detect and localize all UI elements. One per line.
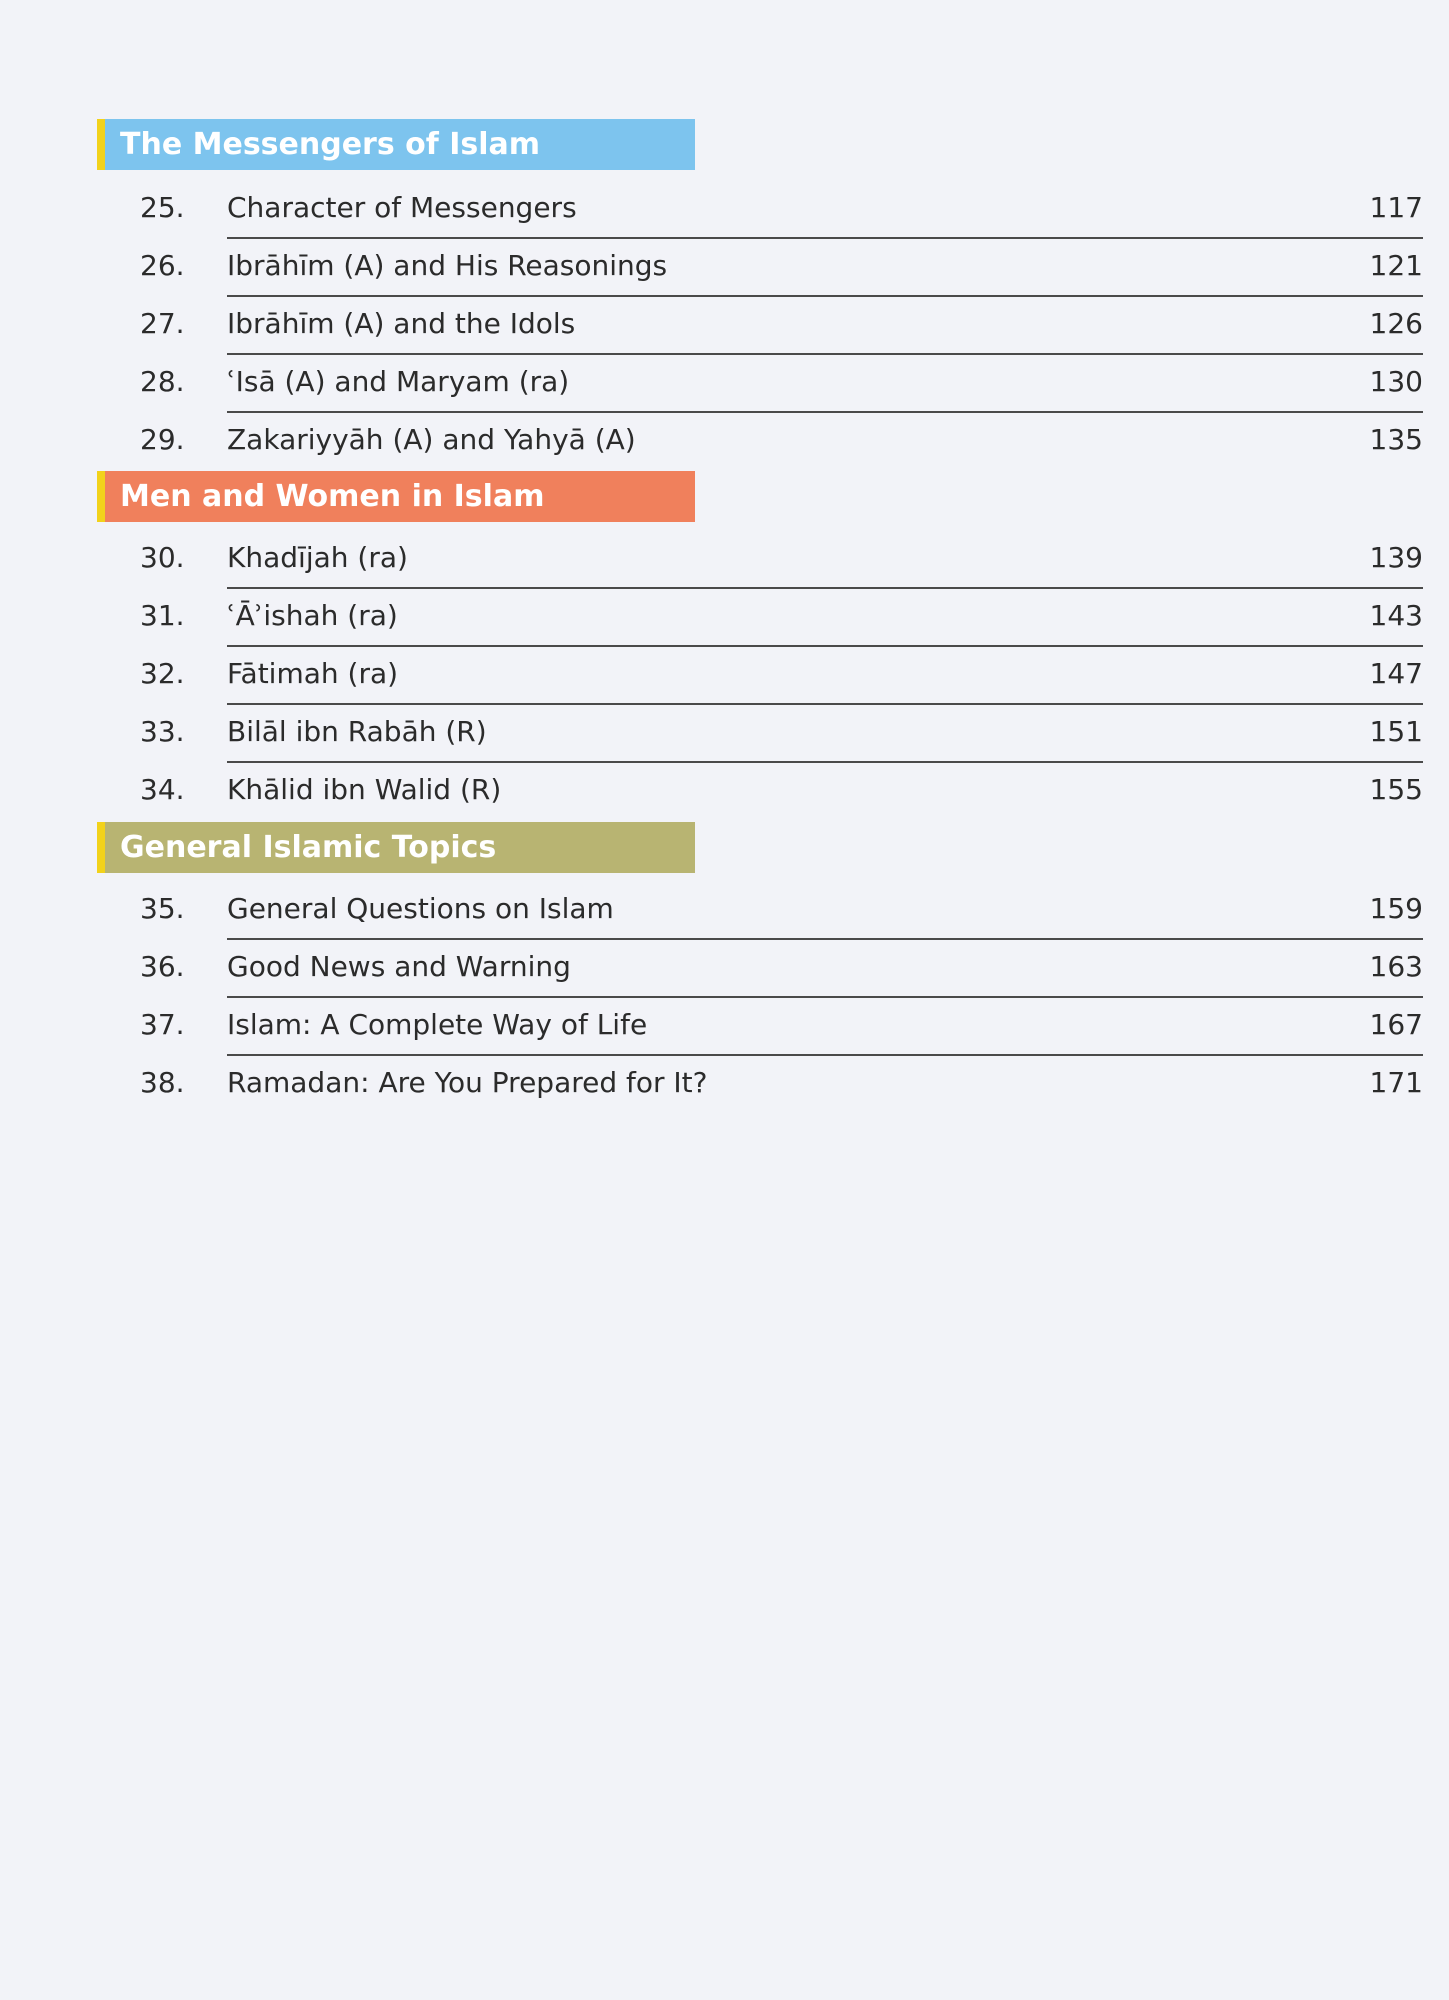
- entry-page: 121: [1369, 249, 1423, 282]
- entry-page: 143: [1369, 599, 1423, 632]
- section-header-messengers: [97, 119, 695, 170]
- entry-page: 139: [1369, 541, 1423, 574]
- entry-title: Islam: A Complete Way of Life: [227, 1008, 648, 1041]
- entry-title: Khālid ibn Walid (R): [227, 773, 502, 806]
- entry-page: 130: [1369, 365, 1423, 398]
- toc-entry: [138, 1056, 1423, 1114]
- entry-number: 33.: [140, 715, 185, 748]
- section-title: The Messengers of Islam: [120, 127, 541, 162]
- entry-number: 34.: [140, 773, 185, 806]
- entry-number: 35.: [140, 892, 185, 925]
- entry-title: Ibrāhīm (A) and the Idols: [227, 307, 576, 340]
- toc-entry: [138, 763, 1423, 821]
- section-title: General Islamic Topics: [120, 830, 497, 865]
- entry-number: 26.: [140, 249, 185, 282]
- toc-entry: [138, 239, 1423, 297]
- toc-entry: [138, 882, 1423, 940]
- entry-title: Fātimah (ra): [227, 657, 399, 690]
- entry-page: 163: [1369, 950, 1423, 983]
- entry-title: Character of Messengers: [227, 191, 577, 224]
- toc-entry: [138, 297, 1423, 355]
- entry-title: Ibrāhīm (A) and His Reasonings: [227, 249, 668, 282]
- entry-number: 28.: [140, 365, 185, 398]
- toc-entry: [138, 705, 1423, 763]
- section-header-general-topics: [97, 822, 695, 873]
- entry-number: 36.: [140, 950, 185, 983]
- entry-page: 159: [1369, 892, 1423, 925]
- toc-entry: [138, 531, 1423, 589]
- entry-number: 32.: [140, 657, 185, 690]
- toc-entry: [138, 940, 1423, 998]
- entry-number: 38.: [140, 1066, 185, 1099]
- toc-entry: [138, 181, 1423, 239]
- entry-title: Zakariyyāh (A) and Yahyā (A): [227, 423, 636, 456]
- entry-title: ʿĀʾishah (ra): [227, 599, 398, 632]
- entry-title: Ramadan: Are You Prepared for It?: [227, 1066, 708, 1099]
- entry-title: Good News and Warning: [227, 950, 571, 983]
- entry-number: 27.: [140, 307, 185, 340]
- entry-number: 25.: [140, 191, 185, 224]
- entry-number: 37.: [140, 1008, 185, 1041]
- entry-page: 117: [1369, 191, 1423, 224]
- entry-number: 30.: [140, 541, 185, 574]
- entry-page: 167: [1369, 1008, 1423, 1041]
- entry-number: 29.: [140, 423, 185, 456]
- toc-entry: [138, 589, 1423, 647]
- entry-title: General Questions on Islam: [227, 892, 614, 925]
- entry-title: Bilāl ibn Rabāh (R): [227, 715, 487, 748]
- entry-page: 126: [1369, 307, 1423, 340]
- toc-entry: [138, 355, 1423, 413]
- entry-number: 31.: [140, 599, 185, 632]
- entry-page: 151: [1369, 715, 1423, 748]
- section-title: Men and Women in Islam: [120, 479, 545, 514]
- entry-page: 135: [1369, 423, 1423, 456]
- entry-page: 155: [1369, 773, 1423, 806]
- toc-entry: [138, 413, 1423, 471]
- entry-title: ʿIsā (A) and Maryam (ra): [227, 365, 570, 398]
- section-header-men-women: [97, 471, 695, 522]
- entry-page: 171: [1369, 1066, 1423, 1099]
- entry-page: 147: [1369, 657, 1423, 690]
- toc-entry: [138, 998, 1423, 1056]
- entry-title: Khadījah (ra): [227, 541, 408, 574]
- toc-entry: [138, 647, 1423, 705]
